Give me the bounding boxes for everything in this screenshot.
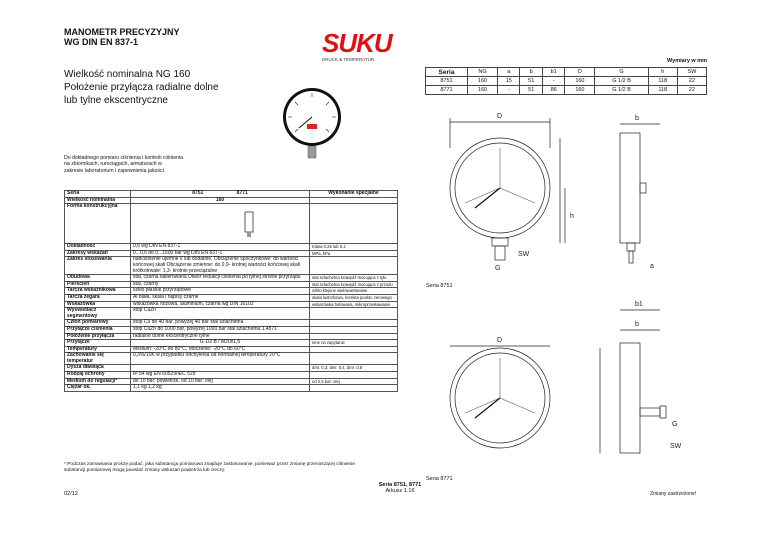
spec-key: Zakresy wskazań (65, 250, 131, 257)
spec-key: Dysza dławiąca (65, 365, 131, 372)
table-row (426, 86, 707, 95)
dim-label: SW (518, 251, 530, 258)
construction-icons (133, 204, 293, 240)
spec-extra: Klasa 0,25 lub 0,1 (310, 244, 398, 251)
construction-sketches (131, 204, 310, 244)
spec-extra (310, 320, 398, 327)
dim-label: G (672, 421, 678, 428)
dim-cell: G 1/2 B (595, 86, 648, 95)
dim-head-seria: Seria (426, 68, 468, 77)
spec-key: Wielkość nominalna (65, 197, 131, 204)
spec-extra: skala lustrzkowa, korekta punktu zerowego (310, 294, 398, 301)
gauge-photo (282, 80, 342, 160)
spec-key: Wskazówka (65, 301, 131, 308)
spec-value: 0,6 wg DIN EN 837-1 (131, 244, 310, 251)
spec-extra (310, 353, 398, 365)
dim-label: b (635, 115, 639, 122)
dim-label: b1 (635, 301, 643, 308)
spec-extra: szkło klejone wielowarstwowe (310, 288, 398, 295)
footer-sheet: Arkusz 1.16 (385, 488, 415, 494)
spec-extra (310, 346, 398, 353)
intro-line-1: Do dokładnego pomiaru ciśnienia i kontroli ciśnienia (64, 155, 184, 161)
spec-value: wskazówka nożowa, aluminium, czarna wg DIN 16102 (131, 301, 310, 308)
spec-key: Pierścień (65, 281, 131, 288)
spec-value: Medium: -20°C do 80°C, otoczenie: -20°C do 60°C (131, 346, 310, 353)
spec-value: szkło płaskie przyrządowe (131, 288, 310, 295)
brand-logo (322, 30, 406, 62)
spec-extra (310, 385, 398, 392)
spec-value: Al biała, skala i napisy czarne (131, 294, 310, 301)
spec-extra: stal szlachetna krawędź mocująca z tyłu (310, 275, 398, 282)
subtitle (64, 68, 219, 107)
spec-extra (310, 333, 398, 340)
series-label-8751: Seria 8751 (426, 283, 453, 289)
spec-head-special: Wykonanie specjalne (310, 191, 398, 198)
logo-tagline: DRUCK & TEMPERATUR (322, 57, 375, 62)
dim-cell: 118 (648, 86, 677, 95)
footnote-line-2: substancji pomiarowej mogą powstać zmiany wskazań powietrza lub cieczy. (64, 468, 226, 473)
title-line-2: WG DIN EN 837-1 (64, 37, 139, 47)
spec-key: Zakres stosowania (65, 257, 131, 275)
table-row (65, 385, 398, 392)
dim-label: b (635, 321, 639, 328)
footnote-line-1: * Podczas zamawiania proszę podać, jaka substancja pomiarowa znajduje zastosowanie, ponieważ przez zmianę przenoszącej ciśnienie (64, 462, 355, 467)
spec-extra: wskazówka holowana, mikroprzesławianie (310, 301, 398, 308)
spec-value: 1,1 kg 1,2 kg (131, 385, 310, 392)
dim-label: D (497, 337, 503, 344)
spec-key: Wyświetlacz segmentowy (65, 308, 131, 320)
subtitle-line-3: lub tylne ekscentryczne (64, 95, 168, 106)
table-row (65, 326, 398, 333)
dim-head: b (520, 68, 542, 77)
dim-cell: 160 (468, 77, 498, 86)
spec-key: Dokładność (65, 244, 131, 251)
spec-head-8771: 8771 (236, 190, 248, 196)
spec-head-seria: Seria (65, 191, 131, 198)
spec-value: IP 54 wg EN 60529/IEC 529 (131, 372, 310, 379)
dim-cell: 8771 (426, 86, 468, 95)
dim-cell: 8751 (426, 77, 468, 86)
dim-head: D (565, 68, 595, 77)
table-row (65, 365, 398, 372)
dimensions-header (426, 68, 707, 77)
dim-cell: 22 (677, 86, 706, 95)
dim-cell: 160 (565, 77, 595, 86)
spec-extra (310, 204, 398, 244)
spec-key: Rodzaj ochrony (65, 372, 131, 379)
title-line-1: MANOMETR PRECYZYJNY (64, 27, 180, 37)
spec-key: Położenie przyłącza (65, 333, 131, 340)
spec-key: Zachowanie się temperatur (65, 353, 131, 365)
table-row (65, 353, 398, 365)
dim-label: D (497, 113, 503, 120)
spec-value: 0,3%/10K w przypadku odchylenia od normalnej temperatury 20°C (131, 353, 310, 365)
table-row (65, 257, 398, 275)
spec-value: 0...0,6 do 0...1600 bar wg DIN EN 837-1 (131, 250, 310, 257)
logo-word: SUKU (322, 28, 392, 58)
dim-cell: 118 (648, 77, 677, 86)
spec-key: Obudowa (65, 275, 131, 282)
footer-series: Seria 8751, 8771 (378, 482, 422, 488)
footnote (64, 462, 355, 474)
spec-key: Temperatury (65, 346, 131, 353)
spec-key: Medium do regulacji* (65, 378, 131, 385)
spec-value: do 10 bar: powietrze, od 10 bar: olej (131, 378, 310, 385)
spec-value: stop CuZn do 1000 bar, powyżej 1000 bar stal szlachetna 1.4571 (131, 326, 310, 333)
dim-label: SW (670, 443, 682, 450)
spec-value: stal, czarny (131, 281, 310, 288)
spec-head-8751: 8751 (192, 190, 204, 196)
dim-cell: 22 (677, 77, 706, 86)
spec-value: stal, czarna lakierowana Otwór redukcji ciśnienia po tylnej stronie przyrządu (131, 275, 310, 282)
dimensions-caption: Wymiary w mm (667, 58, 707, 64)
spec-key: Forma konstrukcyjna (65, 204, 131, 244)
spec-key: Tarcza wskaźnikowa (65, 288, 131, 295)
spec-key: Przyłącze ciśnienia (65, 326, 131, 333)
dim-cell: 51 (520, 86, 542, 95)
spec-value: stop CuZn (131, 308, 310, 320)
dim-label: G (495, 265, 501, 272)
dim-label: h (570, 213, 574, 220)
spec-extra (310, 372, 398, 379)
spec-key: Ciężar ok. (65, 385, 131, 392)
table-row (65, 308, 398, 320)
spec-extra (310, 326, 398, 333)
spec-key: Tarcza zegara (65, 294, 131, 301)
spec-extra: dmr. 0,3; dmr. 0,4; dmr. 0,8 (310, 365, 398, 372)
table-row (65, 244, 398, 251)
dim-cell: 160 (565, 86, 595, 95)
spec-extra (310, 308, 398, 320)
dim-head: b1 (542, 68, 564, 77)
spec-table (64, 190, 398, 392)
dim-head: SW (677, 68, 706, 77)
dim-cell: 86 (542, 86, 564, 95)
spec-value: G 1/2 B / M20x1,5 (131, 340, 310, 347)
doc-title (64, 27, 180, 47)
spec-value: 160 (131, 197, 310, 204)
technical-drawings (420, 108, 710, 488)
dim-head: a (498, 68, 520, 77)
spec-extra: od 2,5 bar: olej (310, 378, 398, 385)
table-row (65, 275, 398, 282)
footer-disclaimer: Zmiany zastrzeżone! (650, 491, 697, 497)
intro-line-3: zakresie laboratorium i zapewnienia jakości. (64, 167, 166, 174)
spec-extra (310, 197, 398, 204)
subtitle-line-2: Położenie przyłącza radialne dolne (64, 82, 219, 93)
subtitle-line-1: Wielkość nominalna NG 160 (64, 69, 191, 80)
dim-cell: - (542, 77, 564, 86)
spec-extra: MPa, kPa (310, 250, 398, 257)
dim-head: NG (468, 68, 498, 77)
footer-date: 02/12 (64, 491, 78, 497)
spec-value: radialne dolne ekscentryczne tylne (131, 333, 310, 340)
intro-line-2: na zbiornikach, rurociągach, armaturach w (64, 161, 162, 168)
spec-extra: inne na zapytanie (310, 340, 398, 347)
spec-key: Człon pomiarowy (65, 320, 131, 327)
spec-extra (310, 257, 398, 275)
table-row (65, 288, 398, 295)
dim-cell: 51 (520, 77, 542, 86)
table-row (426, 77, 707, 86)
dim-label: a (650, 263, 654, 270)
spec-value: stop Cu do 40 bar, powyżej 40 bar stal szlachetna (131, 320, 310, 327)
spec-value: nadciśnienie ujemne i/ lub dodatnie, Obciążenie spoczynkowe: do wartości końcowej skali Obciążenie zmienne: do 0,9- krotnej wartości końcowej skali krótkotrwale: 1,3- krotnie przeciążalne (131, 257, 310, 275)
table-row (65, 301, 398, 308)
dim-cell: G 1/2 B (595, 77, 648, 86)
series-label-8771: Seria 8771 (426, 476, 453, 482)
dim-head: h (648, 68, 677, 77)
dim-cell: 160 (468, 86, 498, 95)
spec-extra: stal szlachetna krawędź mocująca z przodu (310, 281, 398, 288)
table-row (65, 204, 398, 244)
intro-text (64, 155, 183, 174)
dim-cell: - (498, 86, 520, 95)
spec-key: Przyłącze (65, 340, 131, 347)
footer-center (350, 482, 450, 494)
table-row (65, 378, 398, 385)
dim-cell: 15 (498, 77, 520, 86)
dimensions-table (425, 67, 707, 95)
dim-head: G (595, 68, 648, 77)
